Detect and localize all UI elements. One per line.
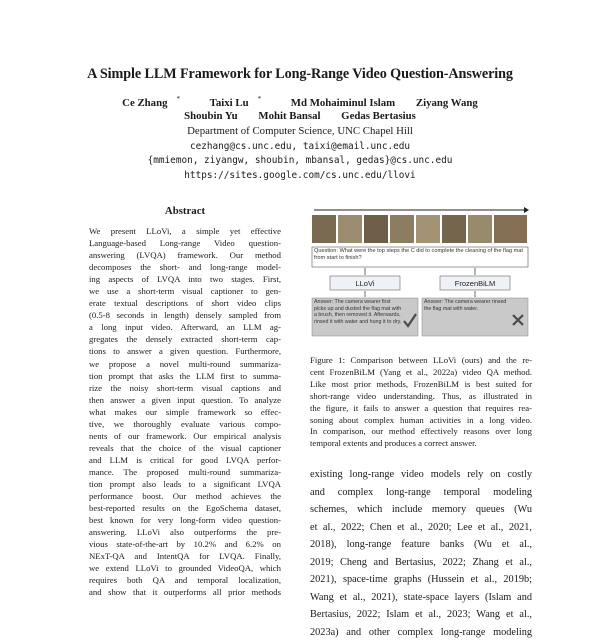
frozenbilm-label: FrozenBiLM	[455, 279, 495, 288]
abstract-line: mance. The proposed multi-round summariza-	[89, 466, 281, 478]
abstract-line: tions to answer a given question. Furthermore,	[89, 345, 281, 357]
abstract-line: NExT-QA and IntentQA for LVQA. Finally,	[89, 550, 281, 562]
video-frame	[390, 215, 414, 243]
body-line: Wang et al., 2021), state-space layers (Islam and	[310, 589, 532, 607]
body-line: et al., 2022; Chen et al., 2020; Lee et al., 2021,	[310, 519, 532, 537]
video-frame	[494, 215, 527, 243]
abstract-line: decomposes the short- and long-range model-	[89, 261, 281, 273]
caption-line: In comparison, our method effectively reasons over long	[310, 426, 532, 438]
abstract-line: we extend LLoVi to grounded VideoQA, which	[89, 562, 281, 574]
abstract-heading: Abstract	[135, 205, 235, 217]
abstract-body	[89, 225, 281, 600]
video-frame	[364, 215, 388, 243]
author: Taixi Lu *	[210, 97, 270, 109]
question-text: Question: What were the top steps the C did to complete the cleaning of the flag mat from start to finish?	[314, 248, 526, 262]
figure-illustration	[310, 205, 530, 349]
abstract-line: Language-based Long-range Video question-	[89, 237, 281, 249]
abstract-line: erate textual descriptions of short video clips	[89, 297, 281, 309]
author: Md Mohaiminul Islam	[291, 97, 395, 109]
abstract-line: performance boost. Our method achieves the	[89, 490, 281, 502]
body-line: 2018), long-range feature banks (Wu et al.,	[310, 536, 532, 554]
abstract-line: and LLM is critical for good LVQA perfor-	[89, 454, 281, 466]
caption-line: Like most prior methods, FrozenBiLM is best suited for	[310, 379, 532, 391]
body-line: 2023a) and other complex long-range modeling	[310, 624, 532, 641]
abstract-line: tion prompt that asks the LLM first to summa-	[89, 370, 281, 382]
video-frame	[312, 215, 336, 243]
body-line: 2021), space-time graphs (Hussein et al., 2019b;	[310, 571, 532, 589]
caption-line: short-range video understanding. Thus, as illustrated in	[310, 391, 532, 403]
body-line: Bertasius, 2022; Islam et al., 2023; Wang et al.,	[310, 606, 532, 624]
caption-line: temporal extents and produces a correct answer.	[310, 438, 532, 450]
video-frame	[338, 215, 362, 243]
video-frame	[468, 215, 492, 243]
body-line: and complex long-range temporal modeling	[310, 484, 532, 502]
author-email: cezhang@cs.unc.edu, taixi@email.unc.edu	[0, 141, 600, 152]
author: Shoubin Yu	[184, 110, 238, 122]
video-frame	[416, 215, 440, 243]
abstract-line: rize the noisy short-term visual captions and	[89, 382, 281, 394]
abstract-line: We present LLoVi, a simple yet effective	[89, 225, 281, 237]
project-url[interactable]: https://sites.google.com/cs.unc.edu/llovi	[0, 170, 600, 181]
abstract-line: reveals that the choice of the visual captioner	[89, 442, 281, 454]
paper-title: A Simple LLM Framework for Long-Range Video Question-Answering	[0, 66, 600, 83]
llovi-answer-text: Answer: The camera wearer first picks up and dusted the flag mat with a brush, then removed it. Afterwards, rinsed it with water and hung it to dry.	[314, 299, 402, 325]
abstract-line: a long input video. Afterward, an LLM ag-	[89, 321, 281, 333]
abstract-line: requires both QA and temporal localization,	[89, 574, 281, 586]
author-email: {mmiemon, ziyangw, shoubin, mbansal, gedas}@cs.unc.edu	[0, 155, 600, 166]
body-line: existing long-range video models rely on costly	[310, 466, 532, 484]
figure-1	[310, 205, 530, 349]
video-frame	[442, 215, 466, 243]
abstract-line: we use a short-term visual captioner to gen-	[89, 285, 281, 297]
abstract-line: ing aspects of LVQA into two stages. First,	[89, 273, 281, 285]
abstract-line: tion prompt also leads to a significant LVQA	[89, 478, 281, 490]
author: Ziyang Wang	[416, 97, 478, 109]
figure-caption	[310, 355, 532, 450]
author: Mohit Bansal	[258, 110, 320, 122]
body-line: 2019; Cheng and Bertasius, 2022; Zhang et al.,	[310, 554, 532, 572]
author-row-1	[0, 95, 600, 109]
caption-line: cent FrozenBiLM (Yang et al., 2022a) video QA method.	[310, 367, 532, 379]
abstract-line: then answer a given input question. To analyze	[89, 394, 281, 406]
abstract-line: and show that it outperforms all prior methods	[89, 586, 281, 598]
abstract-line: tive, we thoroughly evaluate various compo-	[89, 418, 281, 430]
llovi-label: LLoVi	[355, 279, 374, 288]
frozenbilm-answer-text: Answer: The camera wearer rinsed the flag mat with water.	[424, 299, 512, 312]
video-frames	[312, 215, 527, 243]
abstract-line: answering. LLoVi also outperforms the pre-	[89, 526, 281, 538]
abstract-line: we propose a novel multi-round summariza-	[89, 358, 281, 370]
abstract-line: what makes our simple framework so effec-	[89, 406, 281, 418]
author: Gedas Bertasius	[341, 110, 416, 122]
author: Ce Zhang *	[122, 97, 189, 109]
caption-line: the figure, it fails to answer a question that requires rea-	[310, 403, 532, 415]
abstract-line: best known for very long-form video question-	[89, 514, 281, 526]
author-row-2	[0, 110, 600, 122]
abstract-line: (0.5-8 seconds in length) densely sampled from	[89, 309, 281, 321]
body-line: schemes, which include memory queues (Wu	[310, 501, 532, 519]
abstract-line: gregates the densely extracted short-term cap-	[89, 333, 281, 345]
caption-line: Figure 1: Comparison between LLoVi (ours) and the re-	[310, 355, 532, 367]
body-text	[310, 466, 532, 600]
abstract-line: nents of our framework. Our empirical analysis	[89, 430, 281, 442]
abstract-line: vious state-of-the-art by 10.2% and 6.2% on	[89, 538, 281, 550]
abstract-line: best-reported results on the EgoSchema dataset,	[89, 502, 281, 514]
caption-line: soning about complex human activities in a long video.	[310, 415, 532, 427]
abstract-line: answering (LVQA) framework. Our method	[89, 249, 281, 261]
affiliation: Department of Computer Science, UNC Chapel Hill	[0, 125, 600, 137]
timeline-arrow	[524, 207, 529, 213]
